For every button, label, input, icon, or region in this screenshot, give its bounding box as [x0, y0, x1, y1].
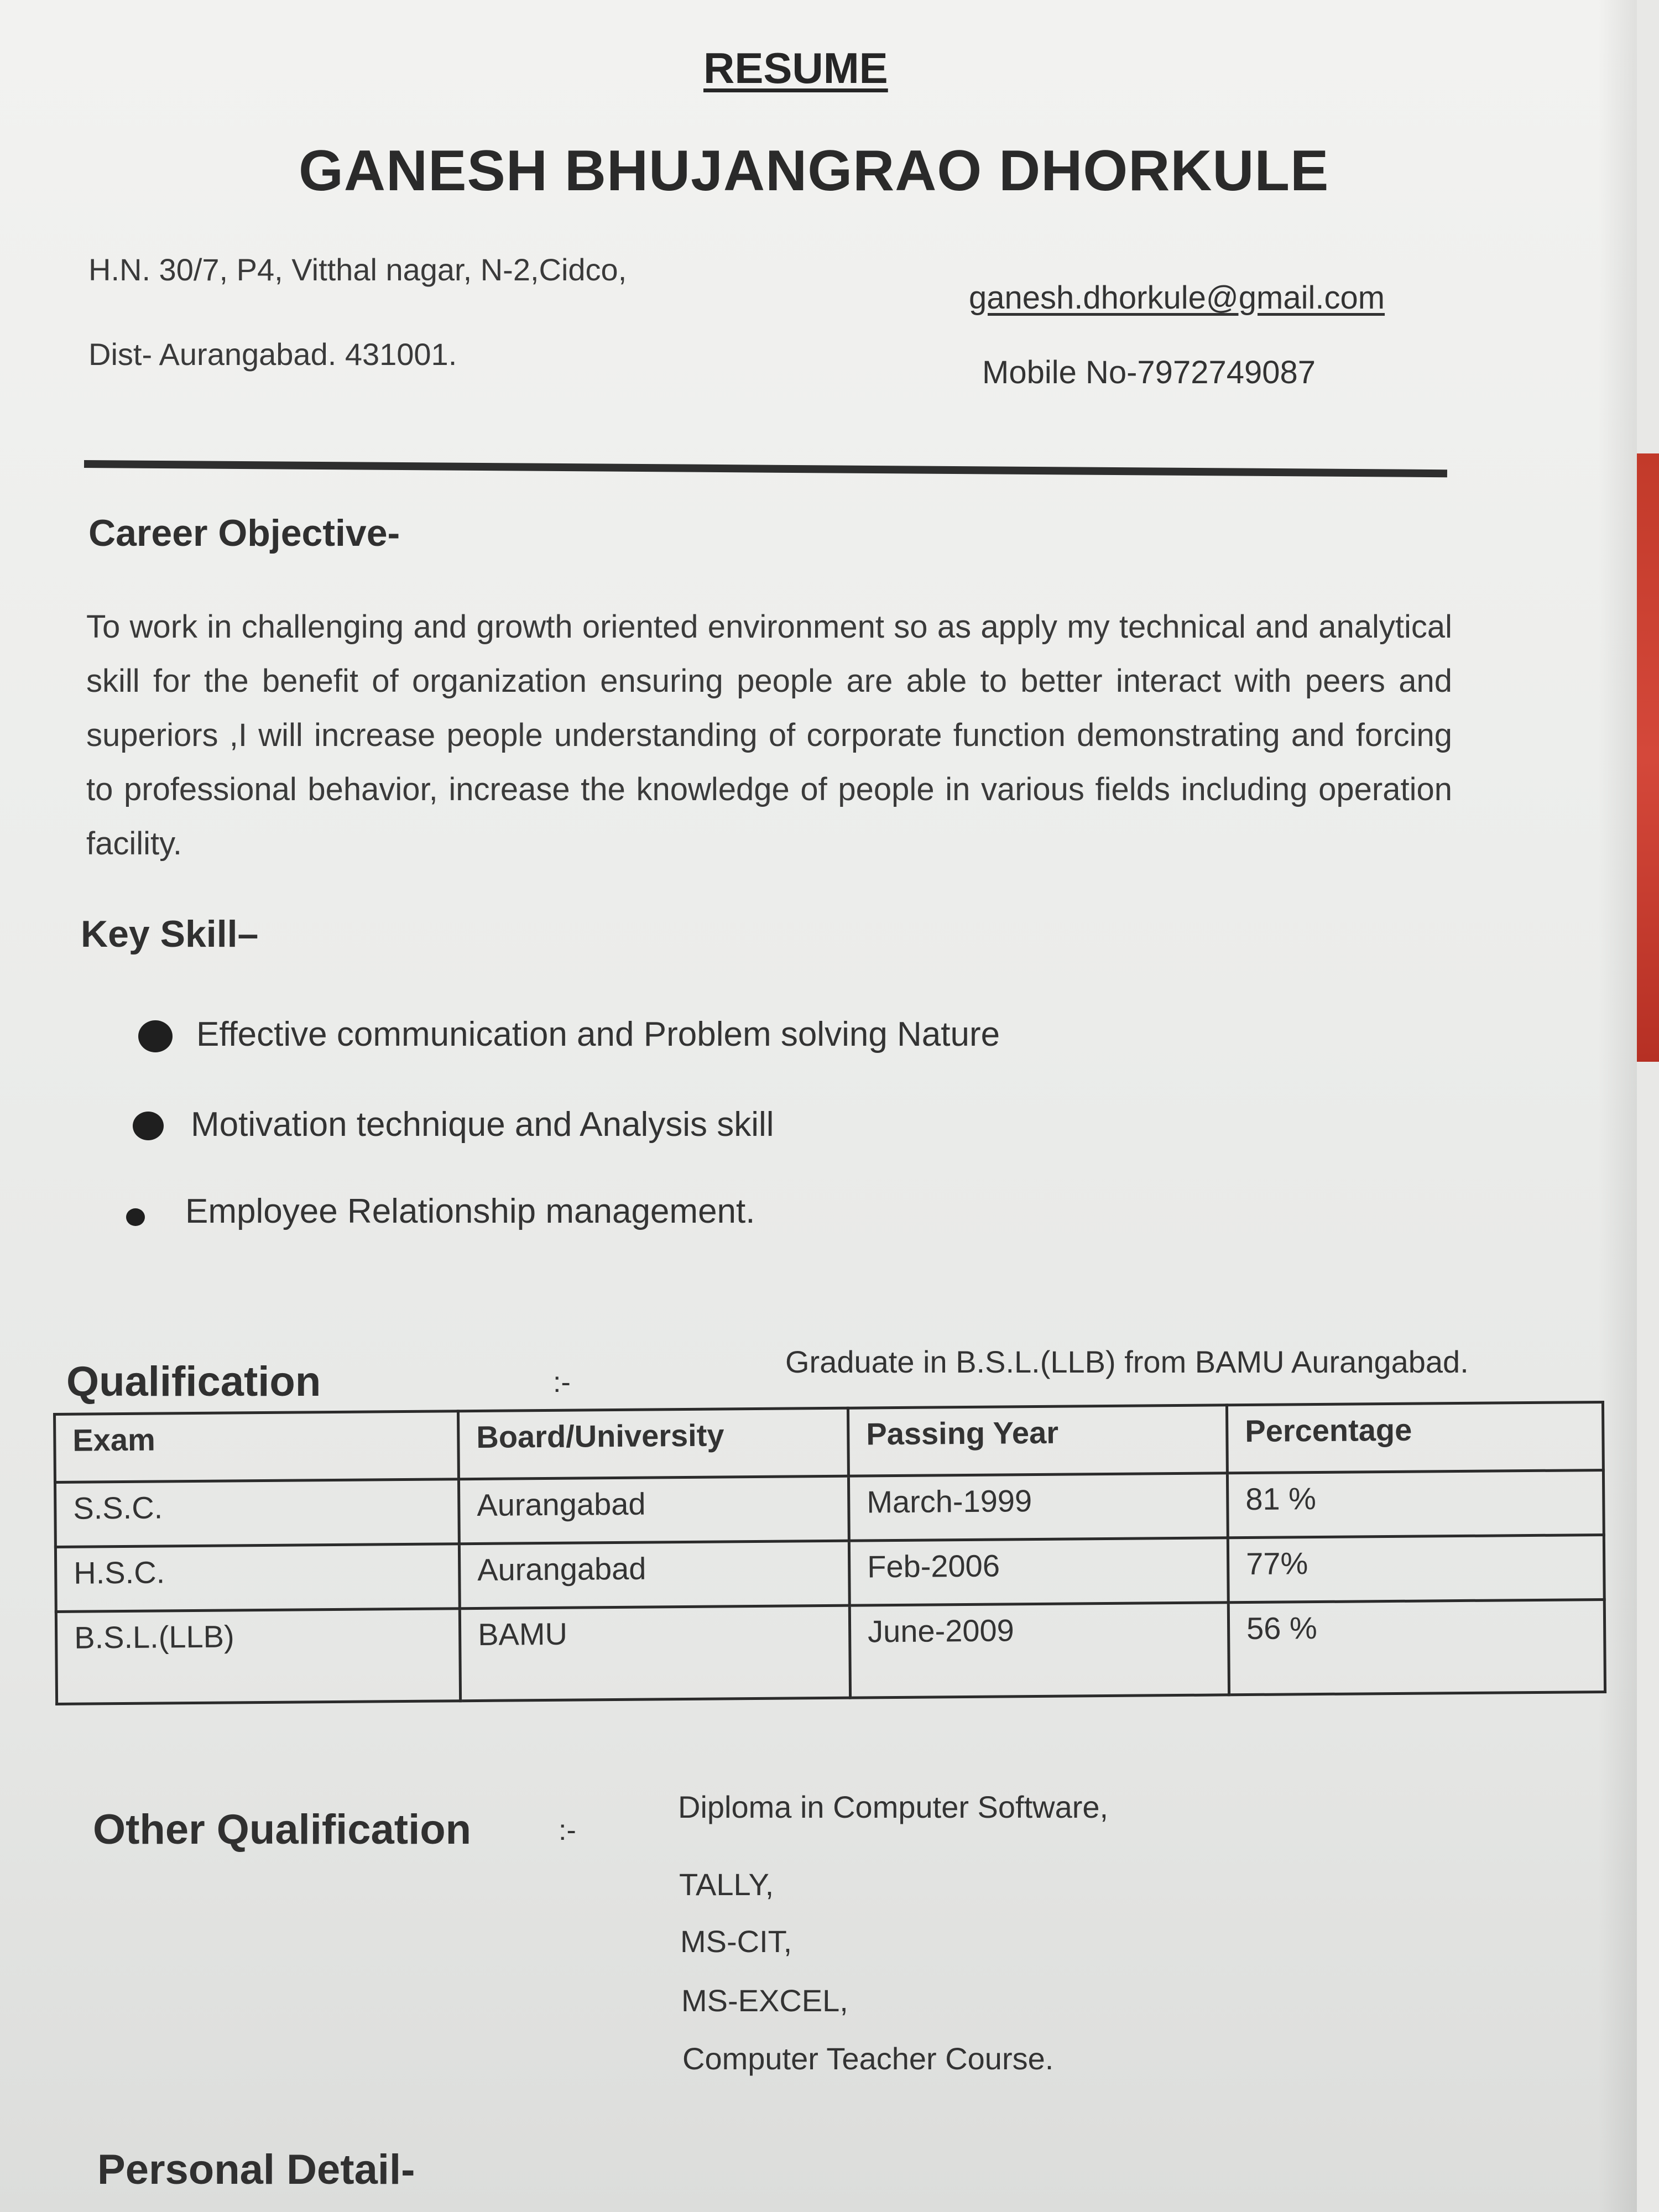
column-header-passing-year: Passing Year	[848, 1405, 1227, 1476]
table-cell: B.S.L.(LLB)	[56, 1609, 460, 1704]
table-row	[56, 1599, 1605, 1704]
column-header-percentage: Percentage	[1227, 1402, 1603, 1473]
candidate-name: GANESH BHUJANGRAO DHORKULE	[299, 139, 1329, 203]
background-object-edge	[1637, 453, 1659, 1062]
key-skill-title: Key Skill–	[81, 913, 259, 955]
other-qualification-item: Computer Teacher Course.	[682, 2041, 1054, 2076]
bullet-icon	[133, 1112, 164, 1140]
qualification-title: Qualification	[66, 1358, 321, 1405]
key-skill-item: Employee Relationship management.	[185, 1192, 755, 1230]
qualification-separator: :-	[553, 1366, 571, 1399]
table-cell: Aurangabad	[458, 1476, 849, 1544]
table-cell: BAMU	[460, 1605, 850, 1701]
email-address: ganesh.dhorkule@gmail.com	[969, 280, 1385, 316]
other-qualification-item: MS-CIT,	[680, 1924, 792, 1959]
qualification-table	[53, 1401, 1606, 1705]
qualification-table-wrapper	[53, 1401, 1604, 1705]
table-row	[55, 1535, 1604, 1611]
bullet-icon	[138, 1020, 173, 1052]
table-cell: June-2009	[849, 1603, 1229, 1698]
key-skill-item: Effective communication and Problem solving Nature	[196, 1015, 1000, 1053]
other-qualification-item: Diploma in Computer Software,	[678, 1790, 1109, 1824]
other-qualification-item: MS-EXCEL,	[681, 1983, 848, 2018]
other-qualification-item: TALLY,	[679, 1867, 774, 1902]
qualification-summary: Graduate in B.S.L.(LLB) from BAMU Aurangabad.	[785, 1344, 1469, 1379]
mobile-number: Mobile No-7972749087	[982, 354, 1316, 390]
career-objective-text: To work in challenging and growth oriented environment so as apply my technical and analytical skill for the benefit of organization ensuring people are able to better interact with peers and superiors ,I will increase people understanding of corporate function demonstrating and forcing to professional behavior, increase the knowledge of people in various fields including operation facility.	[86, 609, 1452, 862]
table-cell: Aurangabad	[459, 1541, 849, 1609]
address-line-2: Dist- Aurangabad. 431001.	[88, 337, 457, 372]
table-cell: H.S.C.	[55, 1544, 460, 1612]
table-cell: S.S.C.	[55, 1479, 459, 1547]
key-skill-item: Motivation technique and Analysis skill	[191, 1105, 774, 1144]
table-cell: 81 %	[1227, 1470, 1604, 1537]
career-objective-title: Career Objective-	[88, 512, 400, 554]
table-cell: Feb-2006	[849, 1538, 1228, 1605]
table-cell: March-1999	[848, 1473, 1228, 1541]
table-row	[55, 1470, 1604, 1547]
column-header-exam: Exam	[55, 1411, 459, 1483]
table-cell: 77%	[1228, 1535, 1604, 1602]
column-header-board: Board/University	[458, 1408, 848, 1479]
resume-heading: RESUME	[703, 44, 888, 92]
table-header-row	[55, 1402, 1604, 1482]
bullet-icon	[126, 1208, 145, 1226]
other-qualification-title: Other Qualification	[93, 1806, 472, 1853]
address-line-1: H.N. 30/7, P4, Vitthal nagar, N-2,Cidco,	[88, 252, 627, 287]
other-qualification-separator: :-	[559, 1814, 576, 1846]
personal-detail-title: Personal Detail-	[97, 2146, 415, 2193]
page-edge-shadow	[1598, 0, 1637, 2212]
table-cell: 56 %	[1228, 1599, 1605, 1694]
